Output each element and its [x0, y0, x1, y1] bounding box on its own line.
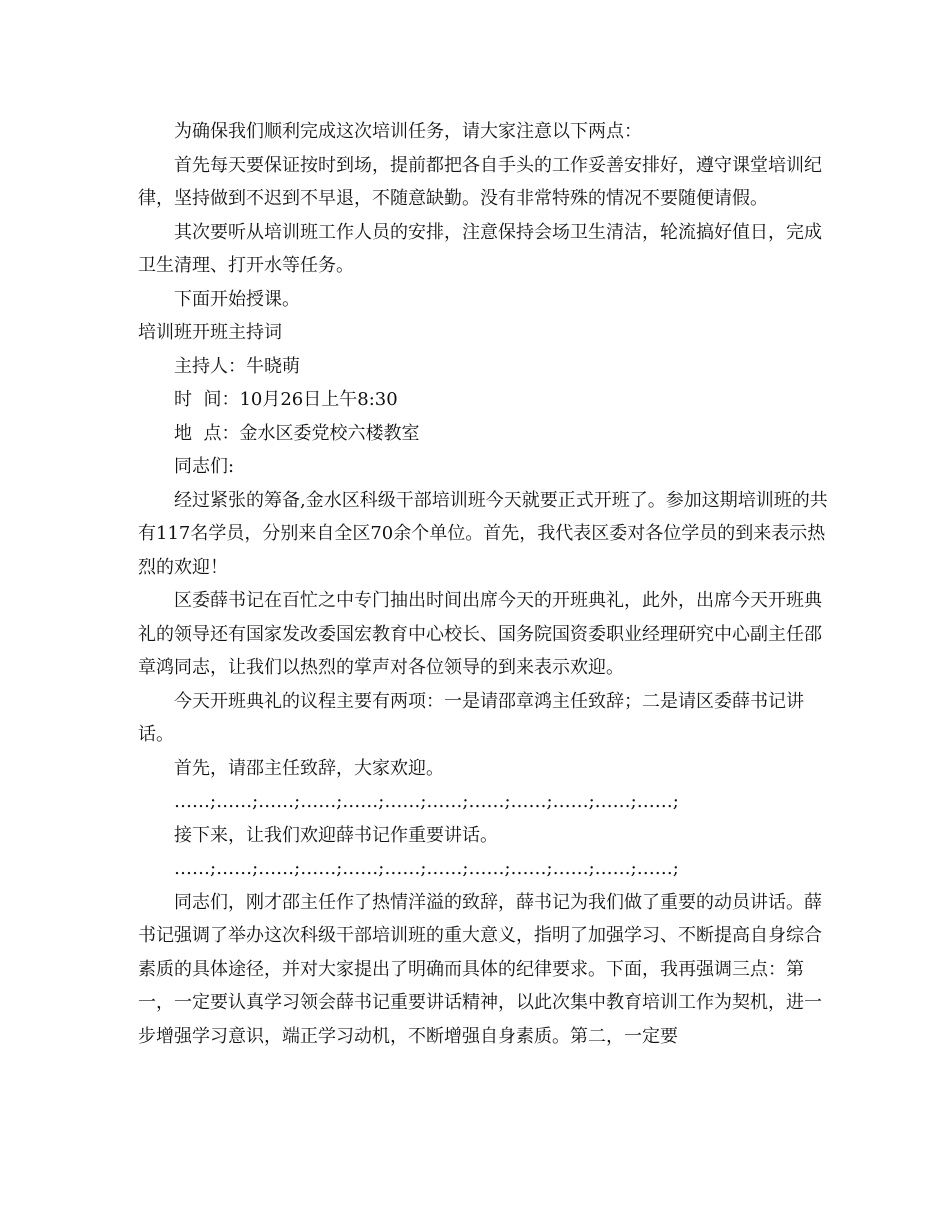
ellipsis-line: ……;……;……;……;……;……;……;……;……;……;……;……;	[174, 858, 679, 879]
ellipsis-line: ……;……;……;……;……;……;……;……;……;……;……;……;	[174, 791, 679, 812]
paragraph-second-point: 其次要听从培训班工作人员的安排，注意保持会场卫生清洁，轮流搞好值日，完成卫生清理、打开水等任务。	[138, 221, 822, 276]
paragraph-agenda: 今天开班典礼的议程主要有两项：一是请邵章鸿主任致辞；二是请区委薛书记讲话。	[138, 690, 804, 745]
paragraph-start-class: 下面开始授课。	[174, 288, 300, 310]
paragraph-notice-intro: 为确保我们顺利完成这次培训任务，请大家注意以下两点：	[174, 121, 642, 142]
paragraph-summary: 同志们，刚才邵主任作了热情洋溢的致辞，薛书记为我们做了重要的动员讲话。薛书记强调了举办这次科级干部培训班的重大意义，指明了加强学习、不断提高自身综合素质的具体途径，并对大家提出了明确而具体的纪律要求。下面，我再强调三点：第一，一定要认真学习领会薛书记重要讲话精神，以此次集中教育培训工作为契机，进一步增强学习意识，端正学习动机，不断增强自身素质。第二，一定要	[138, 891, 822, 1047]
time-line: 时 间：10月26日上午8:30	[174, 389, 398, 410]
section-title: 培训班开班主持词	[138, 322, 282, 343]
salutation: 同志们:	[174, 456, 235, 477]
paragraph-welcome: 经过紧张的筹备,金水区科级干部培训班今天就要正式开班了。参加这期培训班的共有117名学员，分别来自全区70余个单位。首先，我代表区委对各位学员的到来表示热烈的欢迎！	[138, 489, 828, 578]
paragraph-first-speech: 首先，请邵主任致辞，大家欢迎。	[174, 757, 444, 779]
host-line: 主持人：牛晓萌	[174, 355, 300, 377]
document-body	[138, 115, 828, 1053]
location-line: 地 点：金水区委党校六楼教室	[174, 422, 420, 444]
paragraph-second-speech: 接下来，让我们欢迎薛书记作重要讲话。	[174, 824, 498, 846]
paragraph-leaders: 区委薛书记在百忙之中专门抽出时间出席今天的开班典礼，此外，出席今天开班典礼的领导还有国家发改委国宏教育中心校长、国务院国资委职业经理研究中心副主任邵章鸿同志，让我们以热烈的掌声对各位领导的到来表示欢迎。	[138, 590, 822, 678]
paragraph-first-point: 首先每天要保证按时到场，提前都把各自手头的工作妥善安排好，遵守课堂培训纪律，坚持做到不迟到不早退，不随意缺勤。没有非常特殊的情况不要随便请假。	[138, 154, 822, 209]
